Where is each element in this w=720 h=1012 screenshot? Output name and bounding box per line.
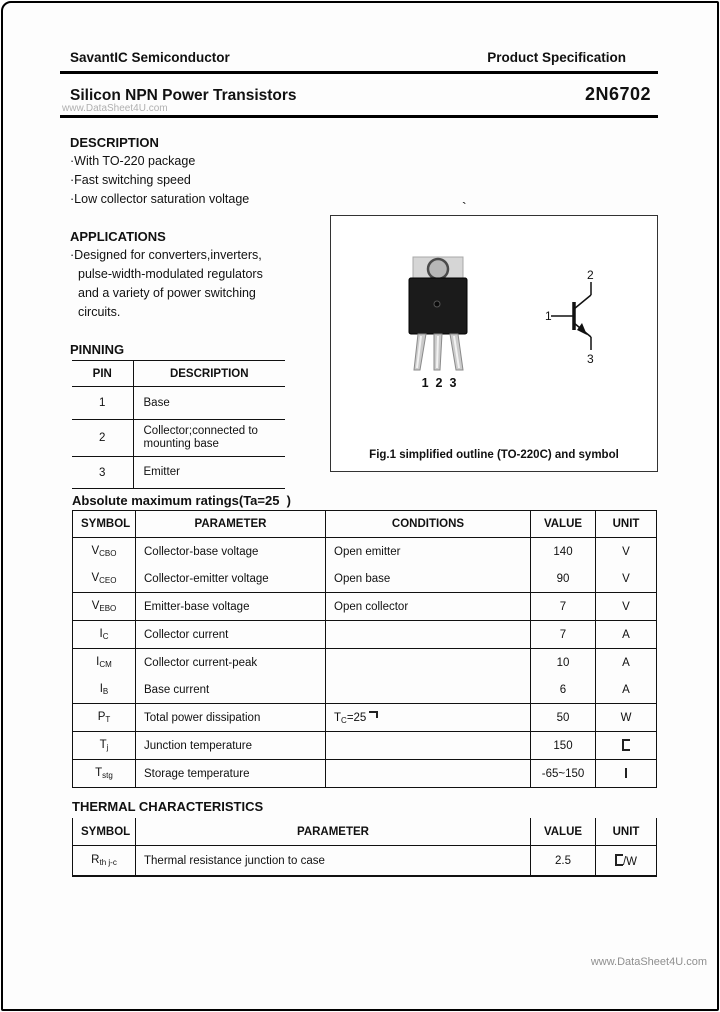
cell-conditions [326, 676, 531, 704]
cell-value: -65~150 [531, 760, 596, 788]
cell-value: 7 [531, 593, 596, 621]
applications-line: ·Designed for converters,inverters, [70, 248, 262, 262]
body-dimple [434, 301, 440, 307]
cell-value: 7 [531, 621, 596, 649]
cell-symbol: $I_B$ [73, 676, 136, 704]
to220-package-photo [395, 254, 483, 372]
col-header-parameter: PARAMETER [136, 818, 531, 846]
cell-symbol: $P_T$ [73, 704, 136, 732]
cell-conditions [326, 732, 531, 760]
table-header-row [72, 361, 285, 387]
cell-parameter: Base current [136, 676, 326, 704]
description-item: ·Low collector saturation voltage [70, 192, 250, 206]
watermark-top: www.DataSheet4U.com [62, 103, 168, 114]
cell-value: 2.5 [531, 846, 596, 877]
col-header-conditions: CONDITIONS [326, 511, 531, 538]
cell-parameter: Total power dissipation [136, 704, 326, 732]
col-header-description: DESCRIPTION [133, 361, 285, 387]
corrupt-degree-c-glyph [615, 854, 623, 866]
cell-symbol: $I_{CM}$ [73, 649, 136, 677]
thermal-table [72, 818, 657, 877]
col-header-value: VALUE [531, 511, 596, 538]
abs-ratings-title: Absolute maximum ratings(Ta=25 ) [72, 493, 292, 508]
stray-tick-mark: ` [462, 199, 467, 215]
table-row [73, 732, 657, 760]
cell-unit: A [596, 621, 657, 649]
cell-unit: V [596, 593, 657, 621]
cell-parameter: Collector current-peak [136, 649, 326, 677]
cell-unit [596, 732, 657, 760]
cell-symbol: $V_{CEO}$ [73, 565, 136, 593]
cell-pin: 3 [72, 457, 133, 489]
figure-caption: Fig.1 simplified outline (TO-220C) and symbol [369, 449, 619, 461]
header-rule-bottom [60, 115, 658, 118]
cell-conditions: $T_C=25$ [326, 704, 531, 732]
cell-symbol: $V_{EBO}$ [73, 593, 136, 621]
cell-parameter: Thermal resistance junction to case [136, 846, 531, 877]
table-row [73, 704, 657, 732]
watermark-bottom: www.DataSheet4U.com [590, 956, 707, 968]
cell-parameter: Storage temperature [136, 760, 326, 788]
cell-unit: V [596, 565, 657, 593]
cell-description: Emitter [133, 457, 285, 489]
abs-max-ratings-table [72, 510, 657, 788]
applications-line: circuits. [78, 305, 121, 319]
figure-box [330, 215, 658, 472]
cell-symbol: $T_{stg}$ [73, 760, 136, 788]
cell-parameter: Collector-base voltage [136, 538, 326, 566]
pinning-table [72, 360, 285, 489]
table-row [73, 538, 657, 566]
cell-description: Base [133, 387, 285, 420]
applications-heading: APPLICATIONS [70, 229, 166, 244]
symbol-pin-emitter-label: 3 [587, 352, 594, 366]
cell-value: 90 [531, 565, 596, 593]
table-row [73, 621, 657, 649]
photo-pin-3: 3 [449, 376, 457, 390]
description-item: ·Fast switching speed [70, 173, 191, 187]
cell-symbol: $V_{CBO}$ [73, 538, 136, 566]
cell-unit: /W [596, 846, 657, 877]
description-item: ·With TO-220 package [70, 154, 196, 168]
corrupt-degree-bar-glyph [625, 768, 627, 778]
mounting-hole [428, 259, 448, 279]
cell-conditions: Open collector [326, 593, 531, 621]
page-title: Silicon NPN Power Transistors [70, 87, 297, 104]
collector-line [574, 295, 591, 309]
cell-unit [596, 760, 657, 788]
corrupt-degree-c-glyph [622, 739, 630, 751]
thermal-heading: THERMAL CHARACTERISTICS [72, 799, 264, 814]
pinning-heading: PINNING [70, 342, 125, 357]
description-heading: DESCRIPTION [70, 135, 159, 150]
cell-value: 140 [531, 538, 596, 566]
applications-line: and a variety of power switching [78, 286, 256, 300]
table-row [73, 649, 657, 677]
cell-conditions: Open emitter [326, 538, 531, 566]
header-rule-top [60, 71, 658, 74]
table-row [72, 420, 285, 457]
cell-conditions [326, 621, 531, 649]
emitter-arrowhead [577, 323, 587, 335]
table-row [72, 387, 285, 420]
col-header-unit: UNIT [596, 511, 657, 538]
photo-pin-2: 2 [435, 376, 443, 390]
lead-highlight [437, 336, 438, 368]
table-row [73, 565, 657, 593]
part-number: 2N6702 [584, 84, 651, 104]
cell-unit: W [596, 704, 657, 732]
table-row [73, 593, 657, 621]
vendor-name: SavantIC Semiconductor [70, 50, 230, 65]
col-header-value: VALUE [531, 818, 596, 846]
cell-unit: V [596, 538, 657, 566]
cell-parameter: Collector-emitter voltage [136, 565, 326, 593]
cell-pin: 1 [72, 387, 133, 420]
cell-value: 6 [531, 676, 596, 704]
col-header-unit: UNIT [596, 818, 657, 846]
table-header-row [73, 818, 657, 846]
col-header-symbol: SYMBOL [73, 511, 136, 538]
table-row [73, 760, 657, 788]
symbol-pin-collector-label: 2 [587, 268, 594, 282]
cell-conditions: Open base [326, 565, 531, 593]
col-header-pin: PIN [72, 361, 133, 387]
photo-pin-1: 1 [421, 376, 429, 390]
spec-label: Product Specification [487, 50, 626, 65]
table-row [73, 846, 657, 877]
cell-symbol: $T_j$ [73, 732, 136, 760]
cell-symbol: $I_C$ [73, 621, 136, 649]
cell-conditions [326, 760, 531, 788]
cell-value: 50 [531, 704, 596, 732]
photo-pin-labels [395, 376, 483, 390]
col-header-parameter: PARAMETER [136, 511, 326, 538]
cell-symbol: $R_{th j-c}$ [73, 846, 136, 877]
cell-value: 150 [531, 732, 596, 760]
cell-description: Collector;connected to mounting base [133, 420, 285, 457]
cell-parameter: Emitter-base voltage [136, 593, 326, 621]
cell-value: 10 [531, 649, 596, 677]
corrupt-degree-glyph [369, 711, 378, 718]
cell-unit: A [596, 676, 657, 704]
cell-parameter: Collector current [136, 621, 326, 649]
table-row [73, 676, 657, 704]
cell-pin: 2 [72, 420, 133, 457]
symbol-pin-base-label: 1 [545, 309, 552, 323]
table-row [72, 457, 285, 489]
col-header-symbol: SYMBOL [73, 818, 136, 846]
cell-parameter: Junction temperature [136, 732, 326, 760]
npn-transistor-symbol [539, 268, 647, 368]
cell-conditions [326, 649, 531, 677]
cell-unit: A [596, 649, 657, 677]
applications-line: pulse-width-modulated regulators [78, 267, 263, 281]
table-header-row [73, 511, 657, 538]
